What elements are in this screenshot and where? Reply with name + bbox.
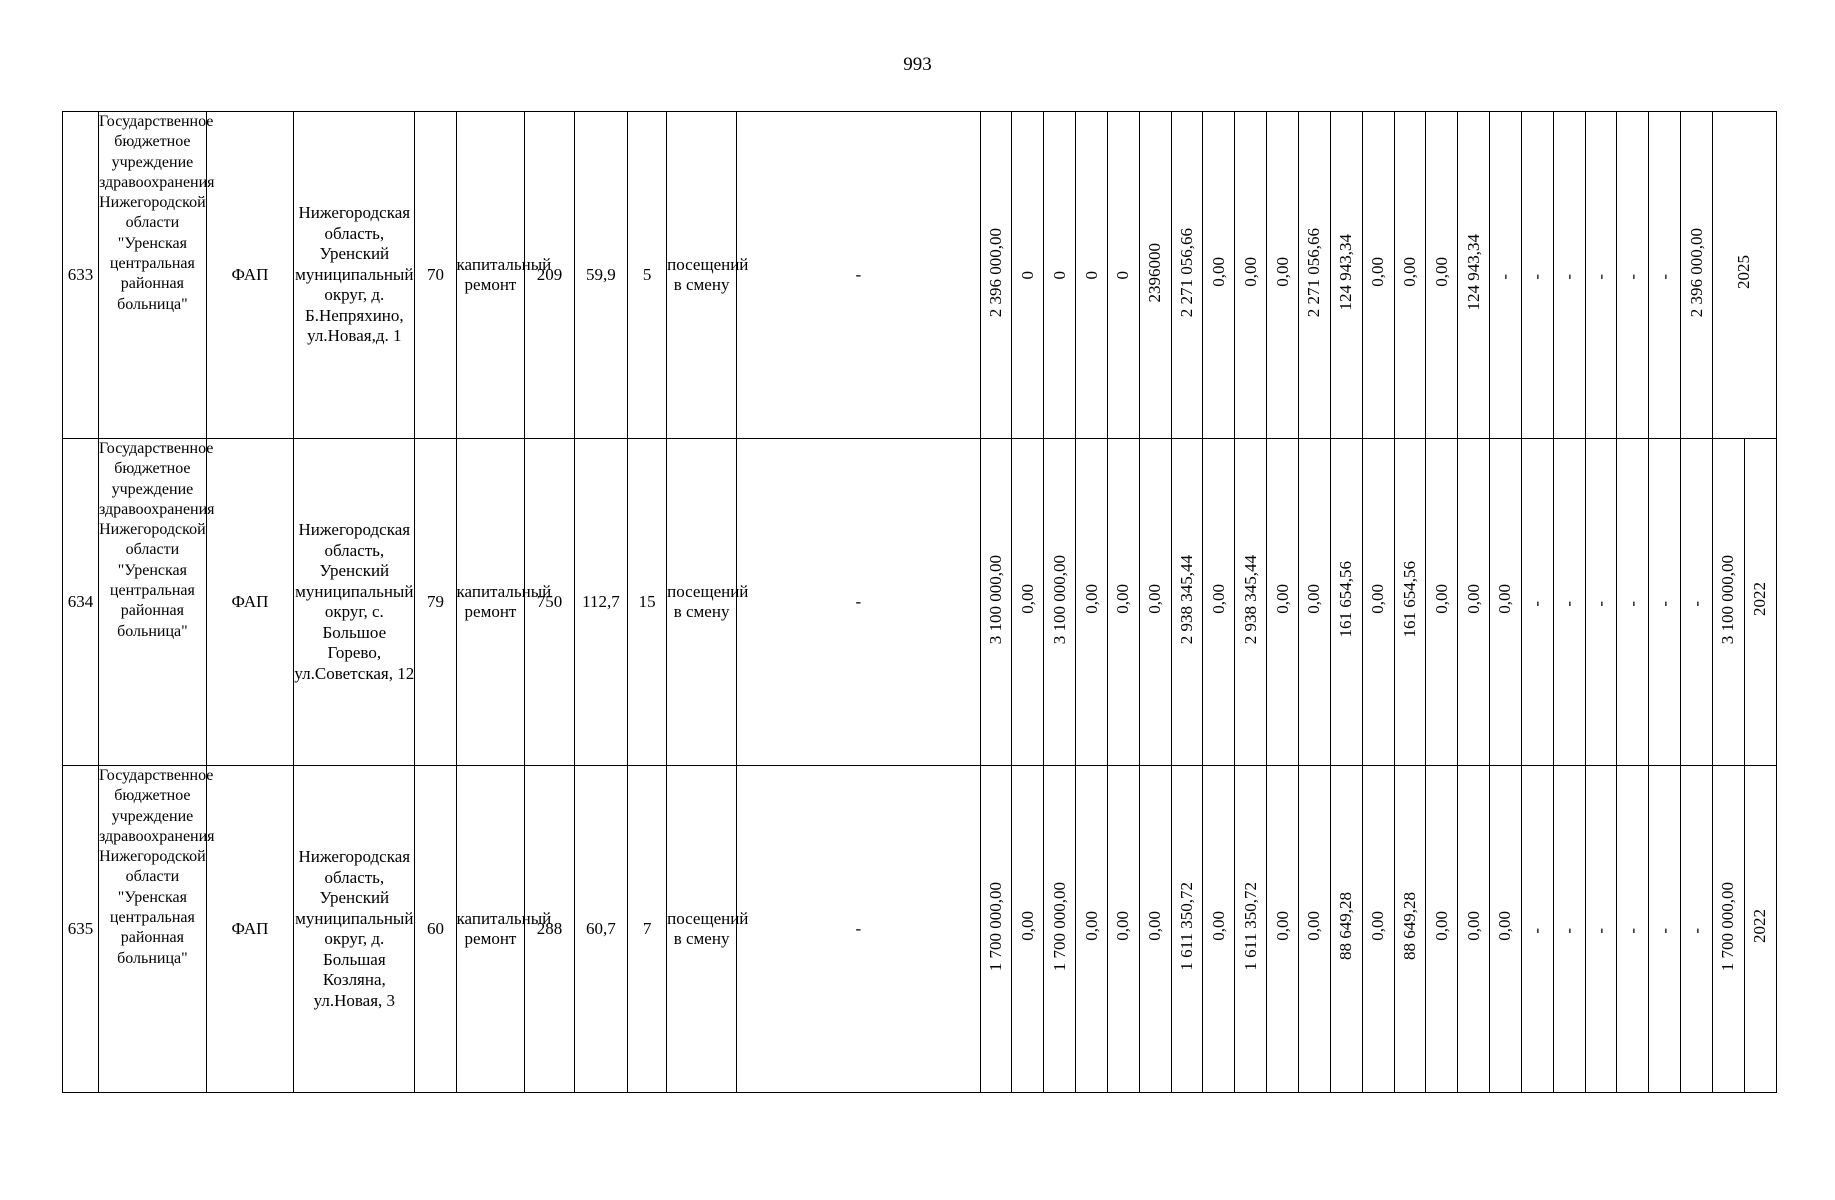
finance-value: 0,00 (1081, 584, 1101, 615)
finance-cell (1362, 112, 1394, 439)
institution-name: Государственное бюджетное учреждение здравоохранения Нижегородской области "Уренская центральная районная больница" (98, 439, 206, 766)
finance-value: 0,00 (1145, 584, 1165, 615)
facility-address: Нижегородская область, Уренский муниципальный округ, с. Большое Горево, ул.Советская, 12 (294, 439, 415, 766)
finance-value: 0,00 (1463, 911, 1483, 942)
row-number: 633 (63, 112, 99, 439)
finance-value: 0,00 (1368, 911, 1388, 942)
finance-cell (1299, 439, 1331, 766)
capacity-value: 7 (628, 766, 667, 1093)
finance-cell (980, 766, 1012, 1093)
finance-cell (1267, 766, 1299, 1093)
column-5-value: 60 (415, 766, 456, 1093)
facility-table (62, 111, 1777, 1093)
finance-cell (1299, 112, 1331, 439)
finance-value: 0,00 (1368, 584, 1388, 615)
finance-cell (1171, 766, 1203, 1093)
finance-cell (1267, 439, 1299, 766)
finance-cell (1617, 112, 1649, 439)
finance-value: 0,00 (1399, 257, 1419, 288)
finance-cell (1426, 112, 1458, 439)
page-number: 993 (903, 54, 932, 75)
finance-cell (1394, 112, 1426, 439)
finance-cell (1139, 439, 1171, 766)
finance-cell (1681, 439, 1713, 766)
finance-cell (1394, 439, 1426, 766)
table-row (63, 112, 1777, 439)
finance-value: 2 938 345,44 (1240, 554, 1260, 644)
finance-value: 124 943,34 (1463, 234, 1483, 311)
column-5-value: 79 (415, 439, 456, 766)
finance-cell (1076, 766, 1108, 1093)
facility-address: Нижегородская область, Уренский муниципальный округ, д. Большая Козляна, ул.Новая, 3 (294, 766, 415, 1093)
finance-cell (1585, 112, 1617, 439)
finance-cell (1681, 112, 1713, 439)
finance-cell (1553, 112, 1585, 439)
row-number: 634 (63, 439, 99, 766)
finance-value: 2 271 056,66 (1304, 227, 1324, 317)
finance-value: 0,00 (1431, 911, 1451, 942)
finance-value: 0,00 (1368, 257, 1388, 288)
capacity-unit: посещений в смену (667, 112, 737, 439)
finance-cell (1267, 112, 1299, 439)
finance-value: 2 271 056,66 (1177, 227, 1197, 317)
capacity-unit: посещений в смену (667, 766, 737, 1093)
finance-cell (1490, 439, 1522, 766)
finance-value: 161 654,56 (1336, 561, 1356, 638)
finance-value: 0,00 (1495, 911, 1515, 942)
row-number: 635 (63, 766, 99, 1093)
finance-cell (1012, 439, 1044, 766)
column-11-value: - (737, 112, 981, 439)
finance-cell (1362, 439, 1394, 766)
finance-cell (980, 112, 1012, 439)
finance-value: 0,00 (1113, 911, 1133, 942)
finance-value: 3 100 000,00 (1718, 554, 1738, 644)
finance-cell (1712, 766, 1744, 1093)
finance-value: 0,00 (1208, 911, 1228, 942)
finance-cell (1362, 766, 1394, 1093)
finance-value: - (1559, 928, 1579, 934)
table-row (63, 766, 1777, 1093)
finance-cell (1458, 439, 1490, 766)
finance-value: 1 611 350,72 (1177, 881, 1197, 971)
finance-value: 0,00 (1495, 584, 1515, 615)
finance-cell (1490, 766, 1522, 1093)
finance-cell (1299, 766, 1331, 1093)
area-value: 59,9 (574, 112, 627, 439)
finance-value: - (1527, 928, 1547, 934)
finance-cell (1203, 112, 1235, 439)
finance-value: 3 100 000,00 (985, 554, 1005, 644)
finance-cell (1617, 766, 1649, 1093)
area-value: 60,7 (574, 766, 627, 1093)
finance-cell (1426, 439, 1458, 766)
facility-address: Нижегородская область, Уренский муниципальный округ, д. Б.Непряхино, ул.Новая,д. 1 (294, 112, 415, 439)
table-row (63, 439, 1777, 766)
finance-value: 0,00 (1017, 584, 1037, 615)
finance-value: 0,00 (1081, 911, 1101, 942)
column-7-value: 288 (525, 766, 574, 1093)
finance-cell (1171, 439, 1203, 766)
finance-value: 124 943,34 (1336, 234, 1356, 311)
finance-value: - (1591, 274, 1611, 280)
finance-cell (1585, 439, 1617, 766)
finance-cell (1394, 766, 1426, 1093)
finance-value: 0,00 (1240, 257, 1260, 288)
finance-cell (980, 439, 1012, 766)
finance-value: - (1559, 274, 1579, 280)
finance-cell (1171, 112, 1203, 439)
finance-value: - (1495, 274, 1515, 280)
finance-value: 0,00 (1431, 257, 1451, 288)
finance-cell (1744, 766, 1776, 1093)
finance-value: 0 (1113, 271, 1133, 280)
finance-value: 0,00 (1145, 911, 1165, 942)
finance-cell (1649, 439, 1681, 766)
finance-cell (1076, 112, 1108, 439)
facility-type: ФАП (206, 439, 293, 766)
finance-cell (1044, 112, 1076, 439)
finance-cell (1330, 112, 1362, 439)
institution-name: Государственное бюджетное учреждение здравоохранения Нижегородской области "Уренская центральная районная больница" (98, 766, 206, 1093)
finance-value: 0,00 (1304, 584, 1324, 615)
finance-cell (1107, 766, 1139, 1093)
facility-type: ФАП (206, 112, 293, 439)
finance-cell (1012, 112, 1044, 439)
finance-value: - (1654, 601, 1674, 607)
finance-value: 0,00 (1208, 584, 1228, 615)
facility-type: ФАП (206, 766, 293, 1093)
finance-cell (1235, 439, 1267, 766)
finance-value: - (1527, 601, 1547, 607)
finance-value: - (1622, 928, 1642, 934)
finance-value: 0,00 (1272, 911, 1292, 942)
column-5-value: 70 (415, 112, 456, 439)
finance-cell (1139, 766, 1171, 1093)
finance-value: 0 (1049, 271, 1069, 280)
finance-value: 2022 (1750, 582, 1770, 617)
finance-value: 0,00 (1017, 911, 1037, 942)
finance-value: 1 700 000,00 (985, 881, 1005, 971)
finance-value: 0,00 (1208, 257, 1228, 288)
finance-value: 2 396 000,00 (1686, 227, 1706, 317)
column-7-value: 750 (525, 439, 574, 766)
finance-value: - (1654, 928, 1674, 934)
finance-cell (1139, 112, 1171, 439)
finance-cell (1044, 766, 1076, 1093)
capacity-value: 5 (628, 112, 667, 439)
column-11-value: - (737, 766, 981, 1093)
finance-cell (1521, 112, 1553, 439)
finance-value: 0,00 (1431, 584, 1451, 615)
finance-cell (1012, 766, 1044, 1093)
finance-value: 161 654,56 (1399, 561, 1419, 638)
finance-cell (1203, 439, 1235, 766)
finance-value: 2022 (1750, 909, 1770, 944)
finance-cell (1235, 112, 1267, 439)
finance-cell (1585, 766, 1617, 1093)
finance-value: 3 100 000,00 (1049, 554, 1069, 644)
finance-cell (1203, 766, 1235, 1093)
finance-value: 0,00 (1463, 584, 1483, 615)
finance-cell (1649, 112, 1681, 439)
finance-cell (1649, 766, 1681, 1093)
finance-value: 2025 (1734, 255, 1754, 290)
finance-value: - (1686, 601, 1706, 607)
finance-value: 1 700 000,00 (1718, 881, 1738, 971)
finance-cell (1426, 766, 1458, 1093)
finance-cell (1681, 766, 1713, 1093)
column-11-value: - (737, 439, 981, 766)
finance-value: 2 938 345,44 (1177, 554, 1197, 644)
finance-value: 2396000 (1145, 242, 1165, 302)
finance-cell (1107, 112, 1139, 439)
finance-value: - (1591, 601, 1611, 607)
finance-cell (1521, 766, 1553, 1093)
finance-cell (1458, 112, 1490, 439)
finance-cell (1553, 766, 1585, 1093)
finance-value: 0,00 (1113, 584, 1133, 615)
finance-cell (1490, 112, 1522, 439)
finance-cell (1617, 439, 1649, 766)
finance-value: 0,00 (1304, 911, 1324, 942)
capacity-unit: посещений в смену (667, 439, 737, 766)
finance-value: 1 700 000,00 (1049, 881, 1069, 971)
finance-value: 0,00 (1272, 257, 1292, 288)
finance-value: 1 611 350,72 (1240, 881, 1260, 971)
finance-value: - (1527, 274, 1547, 280)
finance-value: 88 649,28 (1399, 892, 1419, 961)
finance-cell (1553, 439, 1585, 766)
column-7-value: 209 (525, 112, 574, 439)
institution-name: Государственное бюджетное учреждение здравоохранения Нижегородской области "Уренская центральная районная больница" (98, 112, 206, 439)
finance-value: 2 396 000,00 (985, 227, 1005, 317)
work-type: капитальный ремонт (456, 112, 525, 439)
work-type: капитальный ремонт (456, 766, 525, 1093)
capacity-value: 15 (628, 439, 667, 766)
finance-cell (1458, 766, 1490, 1093)
finance-value: - (1559, 601, 1579, 607)
finance-cell (1107, 439, 1139, 766)
area-value: 112,7 (574, 439, 627, 766)
finance-value: 0,00 (1272, 584, 1292, 615)
finance-value: - (1654, 274, 1674, 280)
finance-value: - (1622, 274, 1642, 280)
finance-cell (1076, 439, 1108, 766)
finance-cell (1044, 439, 1076, 766)
finance-cell (1330, 439, 1362, 766)
finance-cell (1330, 766, 1362, 1093)
finance-value: 0 (1081, 271, 1101, 280)
finance-cell (1712, 112, 1776, 439)
finance-cell (1712, 439, 1744, 766)
finance-value: - (1686, 928, 1706, 934)
work-type: капитальный ремонт (456, 439, 525, 766)
finance-value: 0 (1017, 271, 1037, 280)
finance-cell (1235, 766, 1267, 1093)
finance-value: - (1622, 601, 1642, 607)
finance-cell (1521, 439, 1553, 766)
finance-value: - (1591, 928, 1611, 934)
finance-value: 88 649,28 (1336, 892, 1356, 961)
finance-cell (1744, 439, 1776, 766)
